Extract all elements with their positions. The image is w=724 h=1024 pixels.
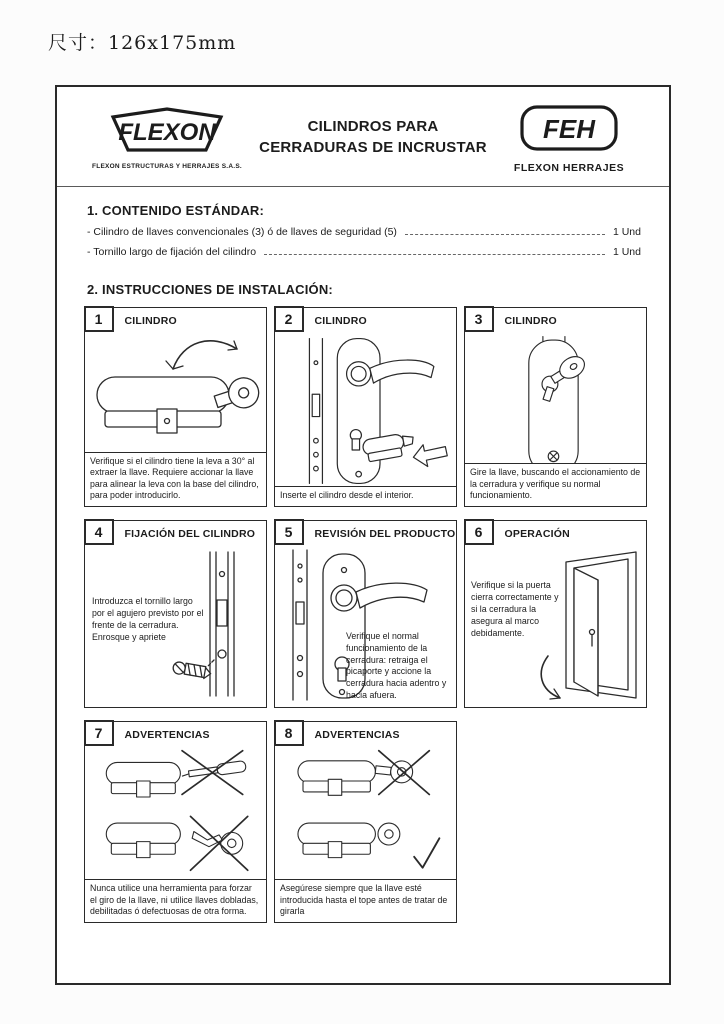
dotted-leader [264,254,605,255]
panel-header [465,521,646,546]
panel-5-revision [274,520,457,708]
flexon-logo-subtext: FLEXON ESTRUCTURAS Y HERRAJES S.A.S. [92,162,242,170]
panel-caption: Gire la llave, buscando el accionamiento de la cerradura y verifique su normal funcionamiento. [465,463,646,506]
panel-4-fijacion [84,520,267,708]
document-frame [55,85,671,985]
document-title-line1: CILINDROS PARA [307,118,439,136]
flexon-logo [81,106,253,170]
panel-caption: Verifique el normal funcionamiento de la cerradura: retraiga el picaporte y accione la cerradura hacia adentro y hacia afuera. [346,630,447,701]
content-item-row [87,246,641,258]
panel-caption: Verifique si la puerta cierra correctamente y si la cerradura la asegura al marco debidamente. [471,580,559,638]
document-title-line2: CERRADURAS DE INCRUSTAR [259,138,487,156]
feh-logo-subtext: FLEXON HERRAJES [513,161,625,174]
door-operation-illustration [532,546,644,704]
panel-title: ADVERTENCIAS [314,728,400,741]
panel-caption: Inserte el cilindro desde el interior. [275,486,456,506]
panel-illustration-area [85,546,266,707]
panel-8-advertencias [274,721,457,923]
panel-number: 3 [464,306,494,332]
flexon-logo-icon [87,106,247,156]
panel-header [275,521,456,546]
warning-no-tools-illustration [87,749,266,877]
size-label: 尺寸：126x175mm [48,32,237,54]
cylinder-cam-key-illustration [89,335,261,449]
fixing-screw-illustration [170,548,262,700]
panel-3-cilindro [464,307,647,507]
content-item-label: - Cilindro de llaves convencionales (3) ó de llaves de seguridad (5) [87,226,397,238]
panel-illustration-area [275,747,456,879]
panel-title: CILINDRO [314,314,367,327]
panel-title: REVISIÓN DEL PRODUCTO [314,527,456,540]
panel-2-cilindro [274,307,457,507]
panel-number: 1 [84,306,114,332]
panel-illustration-area [85,747,266,879]
panel-caption: Introduzca el tornillo largo por el agujero previsto por el frente de la cerradura. Enrosque y apriete [92,596,204,642]
panel-number: 5 [274,519,304,545]
panel-header [85,722,266,747]
flexon-logo-text: FLEXON [118,118,216,146]
feh-logo-text: FEH [543,113,595,144]
panel-number: 4 [84,519,114,545]
panel-title: FIJACIÓN DEL CILINDRO [124,527,256,540]
document-title [253,117,493,158]
section-contenido [87,203,641,258]
section1-heading: 1. CONTENIDO ESTÁNDAR: [87,203,265,218]
content-item-label: - Tornillo largo de fijación del cilindro [87,246,257,258]
panel-7-advertencias [84,721,267,923]
panel-6-operacion [464,520,647,708]
panel-number: 8 [274,720,304,746]
panel-title: OPERACIÓN [504,527,570,540]
panel-caption: Nunca utilice una herramienta para forzar el giro de la llave, ni utilice llaves dobladas, debilitadas ó defectuosas de otra forma. [85,879,266,922]
warning-key-depth-illustration [277,749,456,877]
section2-heading: 2. INSTRUCCIONES DE INSTALACIÓN: [87,282,333,297]
panel-header [275,722,456,747]
panel-number: 7 [84,720,114,746]
content-item-qty: 1 Und [612,226,641,238]
feh-logo-icon [513,102,625,154]
content-item-qty: 1 Und [612,246,641,258]
panel-header [275,308,456,333]
panel-title: CILINDRO [124,314,177,327]
instruction-panels-grid [84,307,669,923]
panel-number: 2 [274,306,304,332]
panel-number: 6 [464,519,494,545]
insert-cylinder-illustration [277,333,456,486]
panel-illustration-area [465,546,646,707]
dotted-leader [405,234,605,235]
panel-illustration-area [275,546,456,707]
section-instrucciones [87,282,669,297]
panel-header [465,308,646,333]
panel-caption: Asegúrese siempre que la llave esté introducida hasta el tope antes de tratar de girarla [275,879,456,922]
document-header [57,87,669,187]
panel-illustration-area [275,333,456,486]
panel-header [85,521,266,546]
panel-title: CILINDRO [504,314,557,327]
panel-illustration-area [465,333,646,463]
panel-title: ADVERTENCIAS [124,728,210,741]
panel-illustration-area [85,333,266,452]
feh-logo [493,102,645,174]
panel-1-cilindro [84,307,267,507]
panel-header [85,308,266,333]
turn-key-illustration [467,333,646,463]
panel-caption: Verifique si el cilindro tiene la leva a 30° al extraer la llave. Requiere accionar la llave para alinear la leva con la base del cilindro, para poder introducirlo. [85,452,266,506]
content-item-row [87,226,641,238]
